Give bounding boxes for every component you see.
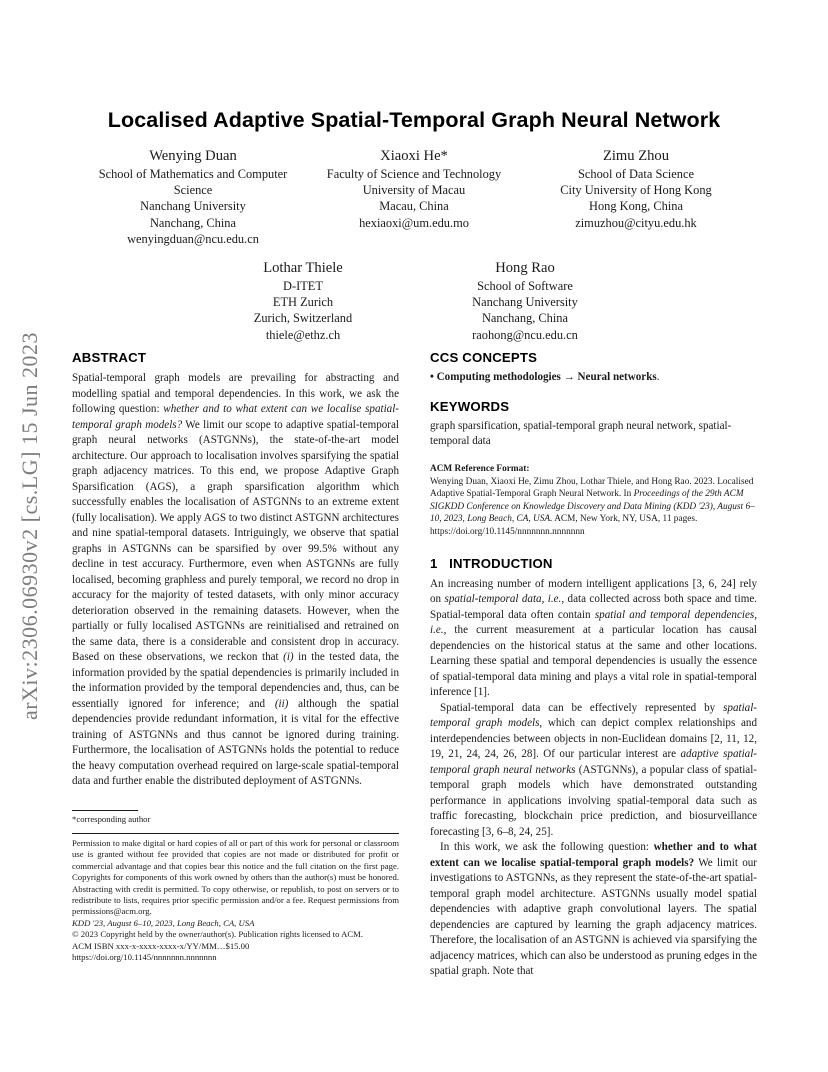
abstract-question: whether and to what extent can we localise spatial-temporal graph models? xyxy=(72,403,399,431)
left-column xyxy=(72,350,399,790)
copyright-line: © 2023 Copyright held by the owner/author(s). Publication rights licensed to ACM. xyxy=(72,929,364,940)
author-affiliation: Zurich, Switzerland xyxy=(253,311,353,326)
permission-block xyxy=(72,838,399,963)
conference-venue: KDD '23, August 6–10, 2023, Long Beach, CA, USA xyxy=(72,917,255,928)
author-name: Lothar Thiele xyxy=(263,260,343,276)
footnote: *corresponding author xyxy=(72,814,151,824)
author-email[interactable]: raohong@ncu.edu.cn xyxy=(472,327,578,342)
acm-ref-venue: Proceedings of the 29th ACM SIGKDD Conference on Knowledge Discovery and Data Mining (KDD '23), August 6–10, 2023, Long Beach, CA, USA. xyxy=(430,489,755,525)
author-affiliation: Faculty of Science and Technology xyxy=(326,167,502,181)
ccs-bullet: • xyxy=(430,371,434,383)
acm-ref-body xyxy=(430,476,757,538)
acm-ref-text: Wenying Duan, Xiaoxi He, Zimu Zhou, Lothar Thiele, and Hong Rao. 2023. Localised Adaptive Spatial-Temporal Graph Neural Network. In xyxy=(430,476,754,500)
author-name: Hong Rao xyxy=(495,260,555,276)
author-name: Zimu Zhou xyxy=(602,148,670,164)
abstract-marker: (i) xyxy=(283,651,294,663)
acm-ref-text: ACM, New York, NY, USA, 11 pages. https://doi.org/10.1145/nnnnnnn.nnnnnnn xyxy=(430,514,698,537)
author-name: Xiaoxi He* xyxy=(380,148,448,164)
author-affiliation: Nanchang University xyxy=(472,295,578,310)
author-block-5 xyxy=(420,259,630,343)
abstract-text: in the tested data, the information provided by the spatial dependencies is primarily included in the information provided by the temporal dependencies and, thus, can be essentially ignored for inference; and xyxy=(72,651,399,710)
ccs-end: . xyxy=(656,371,660,383)
right-column xyxy=(430,350,757,980)
abstract-text: Spatial-temporal graph models are prevailing for abstracting and modelling spatial and temporal dependencies. In this work, we ask the following question: xyxy=(72,372,399,415)
author-affiliation: Nanchang, China xyxy=(481,311,569,326)
footnote-rule xyxy=(72,810,138,811)
abstract-text: We limit our scope to adaptive spatial-temporal graph neural networks (ASTGNNs), the state-of-the-art model architecture. Our approach to localisation involves sparsifying the spatial graph adjacency matrices. To this end, we propose Adaptive Graph Sparsification (AGS), a graph sparsification algorithm which successfully enables the localisation of ASTGNNs to an extreme extent (fully localisation). We apply AGS to two distinct ASTGNN architectures and nine spatial-temporal datasets. Intriguingly, we observe that spatial graphs in ASTGNNs can be sparsified by over 99.5% without any decline in test accuracy. Furthermore, even when ASTGNNs are fully localised, becoming graphless and purely temporal, we record no drop in accuracy for the majority of tested datasets, with only minor accuracy deterioration observed in the remaining datasets. However, when the partially or fully localised ASTGNNs are reinitialised and retrained on the same data, there is a considerable and consistent drop in accuracy. Based on these observations, we reckon that xyxy=(72,418,399,663)
doi-link[interactable]: https://doi.org/10.1145/nnnnnnn.nnnnnnn xyxy=(72,952,217,963)
permission-rule xyxy=(72,833,399,834)
author-block-4 xyxy=(200,259,406,343)
author-affiliation: School of Mathematics and Computer xyxy=(98,167,288,181)
ccs-concepts xyxy=(430,370,757,386)
paper-title: Localised Adaptive Spatial-Temporal Graph Neural Network xyxy=(107,108,721,132)
keywords-text: graph sparsification, spatial-temporal graph neural network, spatial-temporal data xyxy=(430,419,732,447)
author-affiliation: School of Software xyxy=(477,279,573,293)
author-name: Wenying Duan xyxy=(149,148,237,164)
author-block-3 xyxy=(522,147,750,231)
isbn-line: ACM ISBN xxx-x-xxxx-xxxx-x/YY/MM…$15.00 xyxy=(72,940,250,951)
intro-heading: 1 INTRODUCTION xyxy=(430,555,553,571)
author-affiliation: D-ITET xyxy=(283,279,323,293)
author-affiliation: ETH Zurich xyxy=(272,295,334,310)
author-affiliation: Nanchang University xyxy=(140,199,246,214)
author-block-2 xyxy=(305,147,523,231)
keywords-heading: KEYWORDS xyxy=(430,398,510,414)
acm-ref-heading: ACM Reference Format: xyxy=(430,463,530,474)
author-email[interactable]: wenyingduan@ncu.edu.cn xyxy=(127,231,259,246)
intro-paragraph-1: An increasing number of modern intelligent applications [3, 6, 24] rely on spatial-temporal data, i.e., data collected across both space and time. Spatial-temporal data often contain spatial and temporal dependencies, i.e., the current measurement at a particular location has causal dependencies on the historical status at the same and other locations. Learning these spatial and temporal dependencies is usually the essence of spatial-temporal data mining and plays a vital role in spatial-temporal inference [1]. xyxy=(430,577,758,699)
author-block-1 xyxy=(80,147,306,247)
permission-text: Permission to make digital or hard copies of all or part of this work for personal or classroom use is granted without fee provided that copies are not made or distributed for profit or commercial advantage and that copies bear this notice and the full citation on the first page. Copyrights for components of this work owned by others than the author(s) must be honored. Abstracting with credit is permitted. To copy otherwise, or republish, to post on servers or to redistribute to lists, requires prior specific permission and/or a fee. Request permissions from permissions@acm.org. xyxy=(72,838,399,917)
author-affiliation: University of Macau xyxy=(362,183,466,198)
abstract-marker: (ii) xyxy=(274,697,289,710)
arxiv-identifier: arXiv:2306.06930v2 [cs.LG] 15 Jun 2023 xyxy=(17,331,42,721)
author-email[interactable]: zimuzhou@cityu.edu.hk xyxy=(575,215,697,230)
abstract-heading: ABSTRACT xyxy=(72,350,147,365)
intro-body xyxy=(430,577,757,980)
author-affiliation: Hong Kong, China xyxy=(589,199,683,214)
author-affiliation: City University of Hong Kong xyxy=(560,183,712,198)
abstract-text: although the spatial dependencies provide redundant information, it is vital for the effective training of ASTGNNs and thus cannot be ignored during training. Furthermore, the localisation of ASTGNNs holds the potential to reduce the heavy computation overhead required on large-scale spatial-temporal data and further enable the distributed deployment of ASTGNNs. xyxy=(72,697,399,787)
ccs-concept: Computing methodologies → Neural networks xyxy=(436,371,657,383)
author-email[interactable]: thiele@ethz.ch xyxy=(265,327,341,342)
author-email[interactable]: hexiaoxi@um.edu.mo xyxy=(359,215,469,230)
abstract-body xyxy=(72,371,399,790)
author-affiliation: Science xyxy=(173,183,213,198)
ccs-heading: CCS CONCEPTS xyxy=(430,350,538,365)
author-affiliation: Nanchang, China xyxy=(149,215,237,230)
intro-paragraph-2: Spatial-temporal data can be effectively represented by spatial-temporal graph models, which can depict complex relationships and interdependencies between objects in non-Euclidean domains [2, 11, 12, 19, 21, 24, 24, 26, 28]. Of our particular interest are adaptive spatial-temporal graph neural networks (ASTGNNs), a popular class of spatial-temporal graph models which have demonstrated outstanding performance in applications involving spatial-temporal data such as traffic forecasting, blockchain price prediction, and biosurveillance forecasting [3, 6–8, 24, 25]. xyxy=(430,701,758,838)
author-affiliation: School of Data Science xyxy=(578,167,694,181)
author-affiliation: Macau, China xyxy=(379,199,449,214)
intro-paragraph-3: In this work, we ask the following question: whether and to what extent can we localise spatial-temporal graph models? We limit our investigations to ASTGNNs, as they represent the state-of-the-art spatial-temporal graph model architecture. ASTGNNs usually model spatial dependencies with adaptive graph convolutional layers. The spatial dependencies are captured by learning the graph adjacency matrices. Therefore, the localisation of an ASTGNN is achieved via sparsifying the adjacency matrices, which can also be understood as pruning edges in the spatial graph. Note that xyxy=(430,841,757,978)
